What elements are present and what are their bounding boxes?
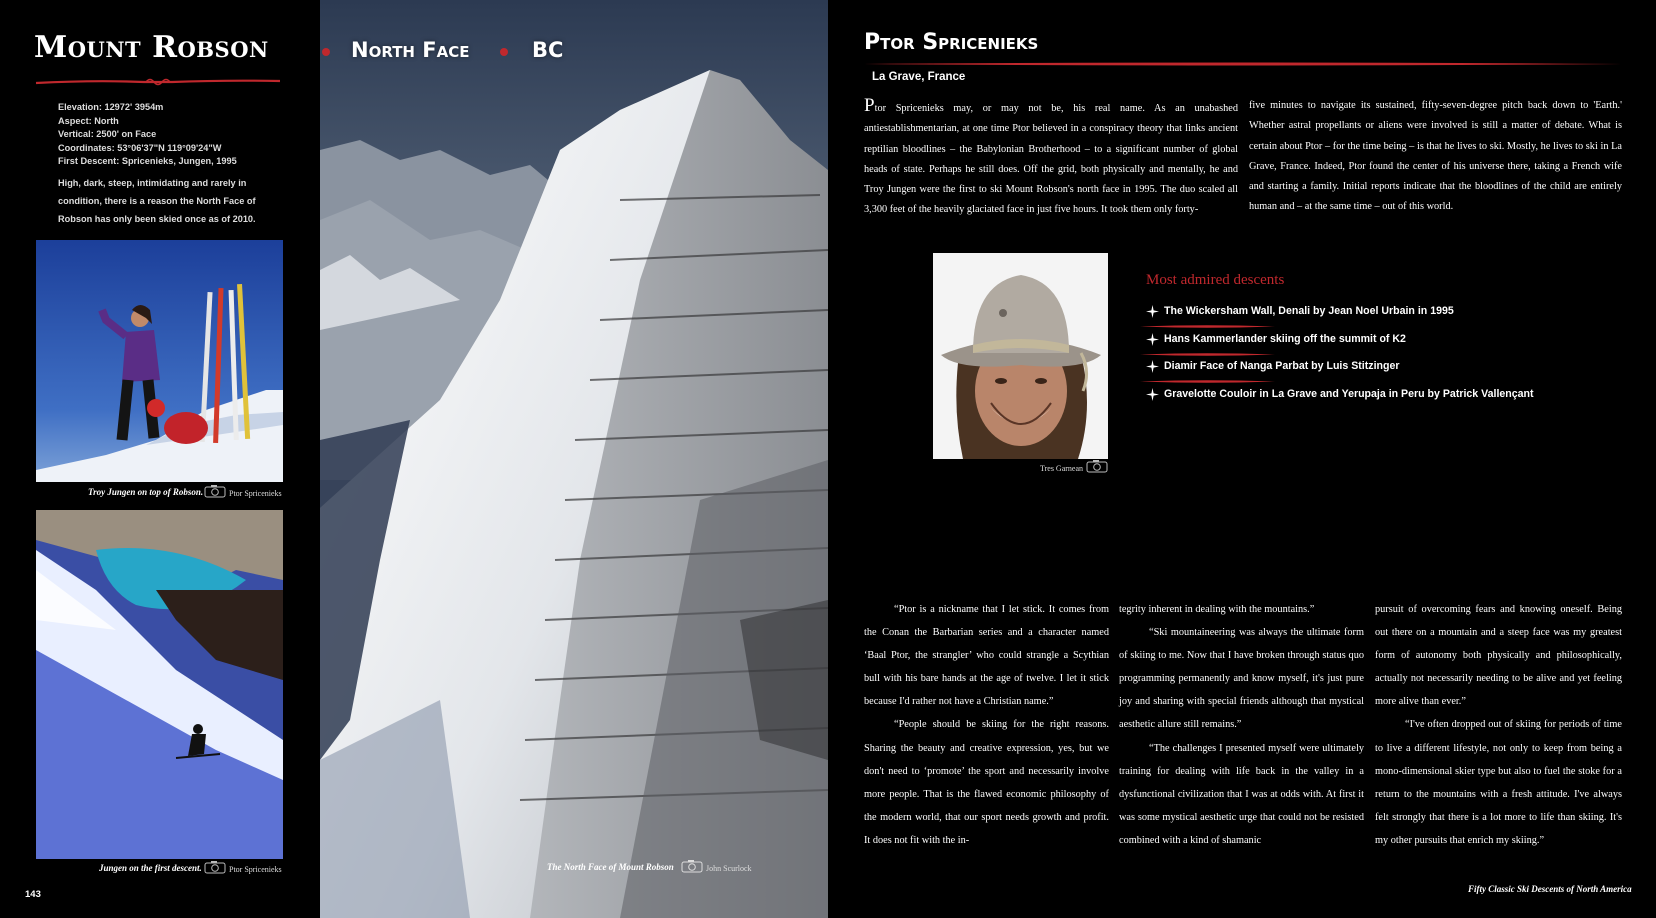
name-rule [864,61,1622,67]
admired-item: Gravelotte Couloir in La Grave and Yerupaja in Peru by Patrick Vallençant [1164,387,1534,400]
photo1-caption: Troy Jungen on top of Robson. [88,487,204,497]
tag-bullet [500,48,508,56]
fact-first-descent: First Descent: Spricenieks, Jungen, 1995 [58,156,237,167]
paragraph: “I've often dropped out of skiing for periods of time to live a different lifestyle, not only to keep from being a mono-dimensional skier type but also to fuel the stoke for a return to the mountains with a fresh attitude. I've always felt strongly that there is a lot more to life than skiing. It's my other pursuits that enrich my skiing.” [1375,719,1622,846]
star-bullet-icon [1146,333,1159,346]
location: La Grave, France [872,71,966,83]
paragraph: tegrity inherent in dealing with the mountains.” [1119,604,1315,615]
photo-first-descent [36,510,283,859]
item-rule [1140,352,1275,357]
face-tag: North Face [351,38,470,62]
page-title: Mount Robson [34,30,269,65]
tag-bullet [322,48,330,56]
person-name: Ptor Spricenieks [864,30,1039,55]
photo-summit [36,240,283,482]
center-credit: John Scurlock [706,864,752,873]
paragraph: “The challenges I presented myself were ultimately training for dealing with life back in the valley in a dysfunctional civilization that I was at odds with. At first it was some mystical aesthetic urge that could not be resisted combined with a kind of shamanic [1119,742,1364,846]
item-rule [1140,324,1275,329]
star-bullet-icon [1146,388,1159,401]
photo2-credit: Ptor Spricenieks [229,865,282,874]
intro-text-1: tor Spricenieks may, or may not be, his real name. As an unabashed antiestablishmentarian, at one time Ptor believed in a conspiracy theory that links ancient reptilian bloodlines – the Babylonian Brotherhood – to a significant number of global heads of state. Perhaps he still does. Off the grid, both physically and mentally, he and Troy Jungen were the first to ski Mount Robson's north face in 1995. The duo scaled all 3,300 feet of the heavily glaciated face in just five hours. It took them only forty- [864,103,1238,216]
intro-column-2: five minutes to navigate its sustained, fifty-seven-degree pitch back down to 'Earth.' Whether astral propellants or aliens were involved is still a matter of debate. What is certain about Ptor – for the time being – is that he lives to ski. Mostly, he lives to ski in La Grave, France. Indeed, Ptor found the center of his universe there, taking a French wife and starting a family. Initial reports indicate that the bloodlines of the child are entirely human and – at the same time – out of this world. [1249,100,1622,213]
paragraph: “People should be skiing for the right reasons. Sharing the beauty and creative expression, yes, but we don't need to ‘promote’ the sport and necessarily involve more people. That is the flawed economic philosophy of the modern world, that our sport needs growth and profit. It does not fit with the in- [864,719,1109,846]
list-item [1146,331,1636,359]
paragraph: “Ski mountaineering was always the ultimate form of skiing to me. Now that I have broken through status quo programming permanently and know myself, it's just pure joy and sharing with special friends although that mystical aesthetic allure still remains.” [1119,627,1364,731]
photo2-caption: Jungen on the first descent. [99,863,202,873]
book-footer-title: Fifty Classic Ski Descents of North America [1468,884,1632,894]
admired-list [1146,303,1636,413]
title-ornament [34,77,282,87]
admired-title: Most admired descents [1146,272,1285,288]
photo1-credit: Ptor Spricenieks [229,489,282,498]
list-item [1146,386,1636,414]
center-caption: The North Face of Mount Robson [547,862,674,872]
drop-cap: P [864,95,875,116]
province-tag: BC [532,38,564,62]
camera-icon [204,860,226,874]
paragraph: “Ptor is a nickname that I let stick. It comes from the Conan the Barbarian series and a character named ‘Baal Ptor, the strangler’ who could strangle a Scythian bull with his bare hands at the age of twelve. I let it stick because I'd rather not have a Christian name.” [864,604,1109,708]
item-rule [1140,379,1275,384]
page-number: 143 [25,889,41,900]
body-column-3 [1375,598,1622,852]
intro-column-1 [864,96,1238,221]
fact-vertical: Vertical: 2500' on Face [58,129,157,140]
star-bullet-icon [1146,360,1159,373]
mountain-photo [320,0,828,918]
camera-icon [1086,459,1108,473]
list-item [1146,303,1636,331]
list-item [1146,358,1636,386]
facts-note: High, dark, steep, intimidating and rarely in condition, there is a reason the North Face of Robson has only been skied once as of 2010. [58,178,256,224]
fact-elevation: Elevation: 12972' 3954m [58,102,164,112]
star-bullet-icon [1146,305,1159,318]
admired-item: The Wickersham Wall, Denali by Jean Noel Urbain in 1995 [1164,305,1454,317]
camera-icon [204,484,226,498]
admired-item: Hans Kammerlander skiing off the summit of K2 [1164,332,1406,345]
mountain-facts [58,101,288,169]
admired-item: Diamir Face of Nanga Parbat by Luis Stitzinger [1164,360,1400,372]
body-column-1 [864,598,1109,852]
paragraph: pursuit of overcoming fears and knowing oneself. Being out there on a mountain and a steep face was my greatest form of autonomy both physically and philosophically, actually not necessarily needing to be alive and yet feeling more alive than ever.” [1375,604,1622,708]
fact-coordinates: Coordinates: 53°06'37"N 119°09'24"W [58,142,222,153]
portrait-photo [933,253,1108,459]
body-column-2 [1119,598,1364,852]
fact-aspect: Aspect: North [58,115,119,126]
camera-icon [681,859,703,873]
portrait-credit: Tres Garnean [1040,464,1084,473]
